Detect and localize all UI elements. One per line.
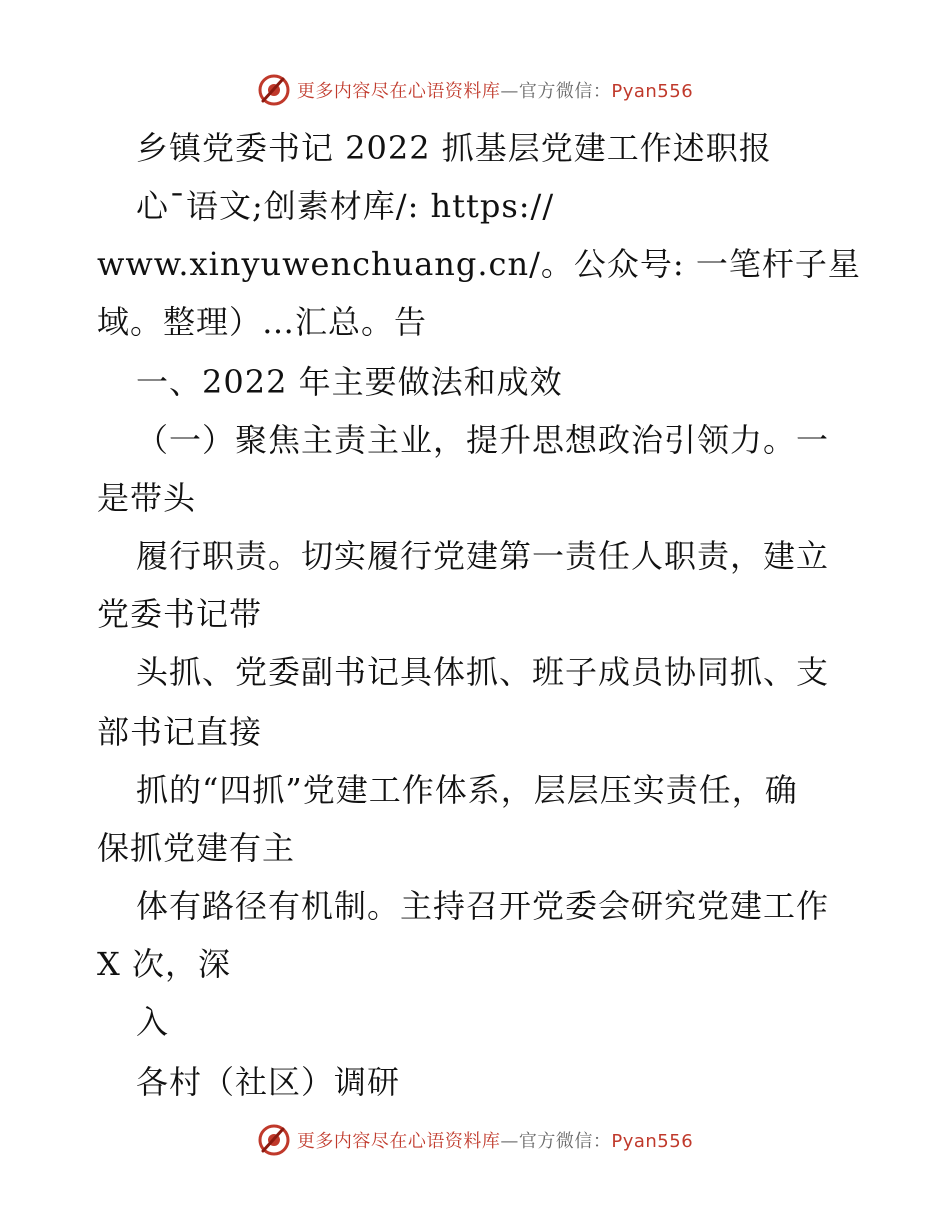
brand-logo-icon bbox=[257, 1123, 291, 1157]
header-watermark-banner bbox=[0, 68, 950, 112]
text-line: 是带头 bbox=[97, 479, 197, 517]
text-line: 党委书记带 bbox=[97, 595, 263, 633]
watermark-text: 更多内容尽在心语资料库—官方微信：Pyan556 bbox=[296, 81, 694, 102]
text-line: 头抓、党委副书记具体抓、班子成员协同抓、支 bbox=[136, 653, 830, 691]
text-line: （一）聚焦主责主业，提升思想政治引领力。一 bbox=[136, 421, 830, 459]
text-line: 域。整理）…汇总。告 bbox=[97, 303, 428, 341]
watermark-text: 更多内容尽在心语资料库—官方微信：Pyan556 bbox=[296, 1131, 694, 1152]
text-line: 履行职责。切实履行党建第一责任人职责，建立 bbox=[136, 537, 830, 575]
document-title-line: 乡镇党委书记 2022 抓基层党建工作述职报 bbox=[136, 129, 772, 167]
footer-watermark-banner bbox=[0, 1118, 950, 1162]
brand-logo-icon bbox=[257, 73, 291, 107]
text-line: 心¯语文;创素材库/: https:// bbox=[136, 187, 555, 225]
text-line: X 次，深 bbox=[97, 945, 231, 983]
text-line: 抓的“四抓”党建工作体系，层层压实责任，确 bbox=[136, 771, 798, 809]
text-line: 各村（社区）调研 bbox=[136, 1063, 401, 1101]
text-line: www.xinyuwenchuang.cn/。公众号: 一笔杆子星 bbox=[97, 245, 861, 283]
text-line: 体有路径有机制。主持召开党委会研究党建工作 bbox=[136, 887, 830, 925]
text-line: 部书记直接 bbox=[97, 713, 263, 751]
text-line: 保抓党建有主 bbox=[97, 829, 296, 867]
section-heading: 一、2022 年主要做法和成效 bbox=[136, 363, 563, 401]
text-line: 入 bbox=[136, 1003, 170, 1041]
